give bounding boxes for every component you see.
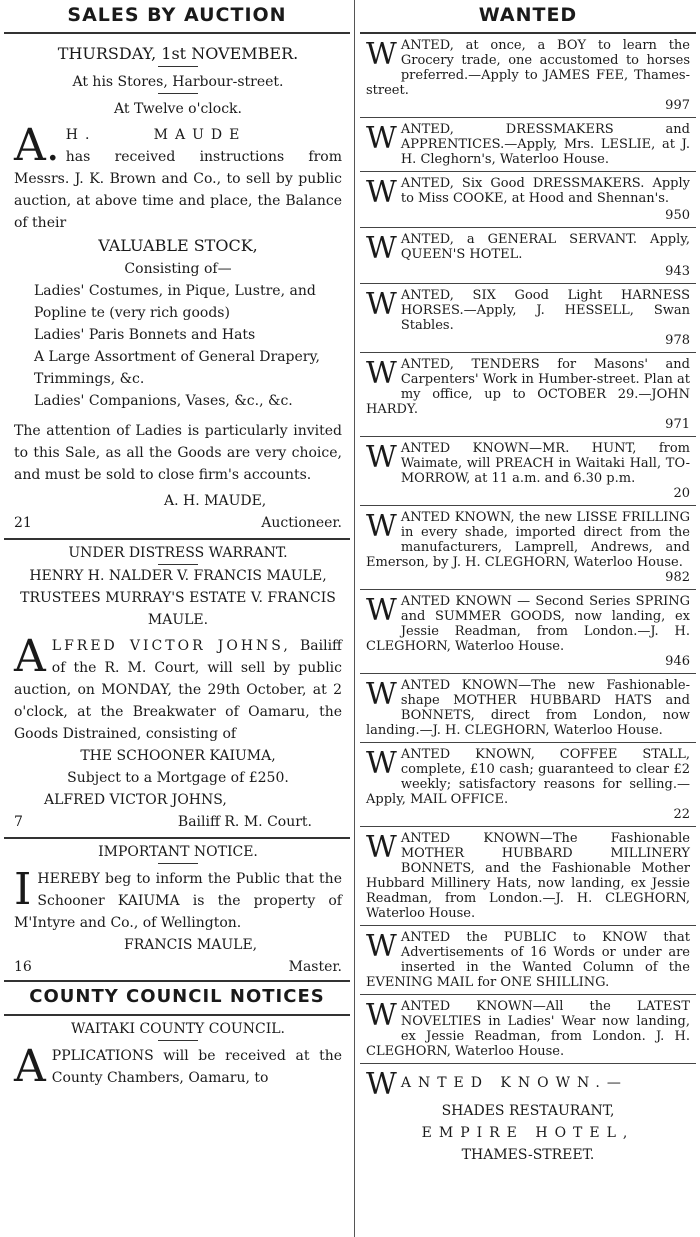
wanted-ad-text: [366, 357, 690, 417]
ad-number: 22: [673, 807, 690, 822]
council-title: WAITAKI COUNTY COUNCIL.: [71, 1021, 285, 1037]
wanted-ad: [360, 590, 696, 673]
drop-cap: A.: [14, 120, 60, 171]
drop-cap: W: [366, 677, 397, 712]
consisting-of: Consisting of—: [124, 261, 232, 277]
ad-number: 946: [665, 654, 690, 669]
wanted-ad: [360, 506, 696, 589]
drop-cap: W: [366, 998, 397, 1033]
wanted-ad: [360, 995, 696, 1063]
auction-notice: [4, 34, 350, 534]
drop-cap: W: [366, 37, 397, 72]
wanted-ad-body: ANTED KNOWN — Second Series SPRING and SUMMER GOODS, now landing, ex Jessie Readman, from London.—J. H. CLEGHORN, Waterloo House.: [366, 594, 690, 654]
drop-cap: W: [366, 509, 397, 544]
wanted-ad: [360, 284, 696, 352]
ad-number: 950: [665, 208, 690, 223]
auction-body-text: has received instructions from Messrs. J. K. Brown and Co., to sell by public auction, at above time and place, the Balance of their: [14, 149, 342, 231]
wanted-ad-body: ANTED, SIX Good Light HARNESS HORSES.—Apply, J. HESSELL, Swan Stables.: [400, 288, 690, 333]
notice-body-text: HEREBY beg to inform the Public that the Schooner KAIUMA is the property of M'Intyre and Co., of Wellington.: [14, 871, 342, 931]
distress-body-text: Bailiff of the R. M. Court, will sell by public auction, on MONDAY, the 29th October, at 2 o'clock, at the Breakwater of Oamaru, the Goods Distrained, consisting of: [14, 638, 342, 742]
wanted-ad-body: ANTED KNOWN, the new LISSE FRILLING in every shade, imported direct from the manufacturers, Lamprell, Andrews, and Emerson, by J. H. CLEGHORN, Waterloo House.: [366, 510, 690, 570]
wanted-ad: [360, 743, 696, 826]
stock-item: A Large Assortment of General Drapery, Trimmings, &c.: [34, 349, 320, 387]
wanted-ad-body: ANTED KNOWN, COFFEE STALL, complete, £10 cash; guaranteed to clear £2 weekly; satisfactory reasons for selling.—Apply, MAIL OFFICE.: [366, 747, 690, 807]
distress-body: [14, 631, 342, 745]
stock-item: Ladies' Costumes, in Pique, Lustre, and Popline te (very rich goods): [34, 283, 316, 321]
distress-title: UNDER DISTRESS WARRANT.: [68, 545, 288, 561]
wanted-ad-text: [366, 441, 690, 486]
ad-number: 971: [665, 417, 690, 432]
auction-body: [14, 120, 342, 234]
wanted-ad-body: ANTED, DRESSMAKERS and APPRENTICES.—Apply, Mrs. LESLIE, at J. H. Cleghorn's, Waterloo House.: [400, 122, 690, 167]
ad-number: 978: [665, 333, 690, 348]
wanted-ad: [360, 118, 696, 171]
auctioneer-role: Auctioneer.: [261, 515, 342, 531]
wanted-ad-last: [360, 1064, 696, 1170]
ad-number: 982: [665, 570, 690, 585]
drop-cap: A: [14, 1041, 46, 1092]
council-notice: [4, 1016, 350, 1092]
council-body-text: PPLICATIONS will be received at the County Chambers, Oamaru, to: [51, 1048, 342, 1086]
distress-footer: [14, 811, 342, 833]
distress-notice: [4, 540, 350, 833]
wanted-ad-text: [366, 510, 690, 570]
wanted-ad-body: ANTED KNOWN—The Fashionable MOTHER HUBBARD MILLINERY BONNETS, and the Fashionable Mother Hubbard Millinery Hats, now landing, ex Jessie Readman, from London.—J. H. CLEGHORN, Waterloo House.: [366, 831, 690, 921]
drop-cap: W: [366, 746, 397, 781]
wanted-ad: [360, 437, 696, 505]
wanted-ad-lead: ANTED KNOWN.—: [400, 1075, 628, 1091]
council-body: [14, 1041, 342, 1092]
wanted-ad-body: ANTED, a GENERAL SERVANT. Apply, QUEEN'S HOTEL.: [400, 232, 690, 262]
drop-cap: W: [366, 440, 397, 475]
street-name: THAMES-STREET.: [461, 1147, 595, 1163]
drop-cap: W: [366, 593, 397, 628]
bailiff-name: LFRED VICTOR JOHNS,: [51, 638, 291, 654]
drop-cap: W: [366, 175, 397, 210]
wanted-ad-body: ANTED, at once, a BOY to learn the Grocery trade, one accustomed to horses preferred.—Apply to JAMES FEE, Thames-street.: [366, 38, 690, 98]
drop-cap: W: [366, 356, 397, 391]
vessel-name: THE SCHOONER KAIUMA,: [80, 748, 276, 764]
wanted-ad-body: ANTED KNOWN—All the LATEST NOVELTIES in Ladies' Wear now landing, ex Jessie Readman, from London. J. H. CLEGHORN, Waterloo House.: [366, 999, 690, 1059]
wanted-ad: [360, 926, 696, 994]
wanted-ad: [360, 674, 696, 742]
wanted-ad-text: [366, 38, 690, 98]
wanted-ad-text: [366, 122, 690, 167]
wanted-ad-body: ANTED the PUBLIC to KNOW that Advertisements of 16 Words or under are inserted in the Wanted Column of the EVENING MAIL for ONE SHILLING.: [366, 930, 690, 990]
drop-cap: W: [366, 231, 397, 266]
wanted-ad-body: ANTED KNOWN—The new Fashionable-shape MOTHER HUBBARD HATS and BONNETS, direct from London, now landing.—J. H. CLEGHORN, Waterloo House.: [366, 678, 690, 738]
wanted-ad-text: [366, 175, 690, 210]
auction-place: At his Stores, Harbour-street.: [72, 74, 284, 90]
stock-title: VALUABLE STOCK,: [98, 236, 258, 255]
drop-cap: W: [366, 929, 397, 964]
wanted-ad: [360, 172, 696, 227]
drop-cap: W: [366, 287, 397, 322]
drop-cap: I: [14, 864, 32, 915]
right-column: [360, 0, 696, 1170]
auctioneer-name: H. MAUDE: [65, 127, 247, 143]
distress-signature: ALFRED VICTOR JOHNS,: [44, 792, 227, 808]
wanted-ad-text: [366, 930, 690, 990]
important-notice: [4, 839, 350, 978]
notice-signature: FRANCIS MAULE,: [124, 937, 258, 953]
drop-cap: W: [366, 1067, 397, 1102]
stock-item: Ladies' Companions, Vases, &c., &c.: [34, 393, 293, 409]
ad-number: 7: [14, 814, 23, 830]
wanted-ad: [360, 228, 696, 283]
stock-list: [14, 280, 342, 412]
wanted-ad-body: ANTED, Six Good DRESSMAKERS. Apply to Miss COOKE, at Hood and Shennan's.: [400, 176, 690, 206]
ad-number: 16: [14, 959, 32, 975]
ad-number: 943: [665, 264, 690, 279]
notice-title: IMPORTANT NOTICE.: [98, 844, 258, 860]
drop-cap: A: [14, 631, 46, 682]
notice-body: [14, 864, 342, 934]
column-rule: [354, 0, 355, 1237]
wanted-ad: [360, 827, 696, 925]
notice-footer: [14, 956, 342, 978]
wanted-ad-text: [366, 678, 690, 738]
wanted-ad-text: [366, 288, 690, 333]
short-rule: [158, 66, 198, 67]
county-council-heading: COUNTY COUNCIL NOTICES: [29, 986, 325, 1007]
left-column: [4, 0, 350, 1092]
wanted-ad: [360, 34, 696, 117]
wanted-ad-text: [366, 999, 690, 1059]
hotel-name: EMPIRE HOTEL,: [421, 1125, 635, 1141]
mortgage: Subject to a Mortgage of £250.: [67, 770, 289, 786]
stock-item: Ladies' Paris Bonnets and Hats: [34, 327, 256, 343]
auction-footer: [14, 512, 342, 534]
ad-number: 21: [14, 515, 32, 531]
bailiff-role: Bailiff R. M. Court.: [177, 814, 312, 830]
distress-case-1: HENRY H. NALDER V. FRANCIS MAULE,: [29, 568, 327, 584]
short-rule: [158, 1040, 198, 1041]
ad-number: 20: [673, 486, 690, 501]
wanted-ads-list: [360, 34, 696, 1064]
wanted-ad-text: [366, 231, 690, 266]
wanted-ad-body: ANTED KNOWN—MR. HUNT, from Waimate, will PREACH in Waitaki Hall, TO-MORROW, at 11 a.m. and 6.30 p.m.: [400, 441, 690, 486]
wanted-ad-body: ANTED, TENDERS for Masons' and Carpenters' Work in Humber-street. Plan at my office, up to OCTOBER 29.—JOHN HARDY.: [366, 357, 690, 417]
wanted-heading: WANTED: [478, 4, 578, 26]
short-rule: [158, 93, 198, 94]
restaurant-name: SHADES RESTAURANT,: [441, 1103, 615, 1119]
auction-signature: A. H. MAUDE,: [164, 493, 267, 509]
notice-role: Master.: [288, 959, 342, 975]
ad-number: 997: [665, 98, 690, 113]
drop-cap: W: [366, 121, 397, 156]
distress-case-2: TRUSTEES MURRAY'S ESTATE V. FRANCIS MAULE.: [20, 590, 336, 628]
wanted-ad-text: [366, 1067, 690, 1102]
sales-by-auction-heading: SALES BY AUCTION: [67, 4, 287, 26]
drop-cap: W: [366, 830, 397, 865]
wanted-ad: [360, 353, 696, 436]
auction-date: THURSDAY, 1st NOVEMBER.: [57, 44, 299, 63]
wanted-ad-text: [366, 831, 690, 921]
wanted-ad-text: [366, 747, 690, 807]
wanted-ad-text: [366, 594, 690, 654]
attention-text: The attention of Ladies is particularly invited to this Sale, as all the Goods are very choice, and must be sold to close firm's accounts.: [14, 423, 342, 483]
auction-time: At Twelve o'clock.: [114, 101, 242, 117]
short-rule: [158, 863, 198, 864]
